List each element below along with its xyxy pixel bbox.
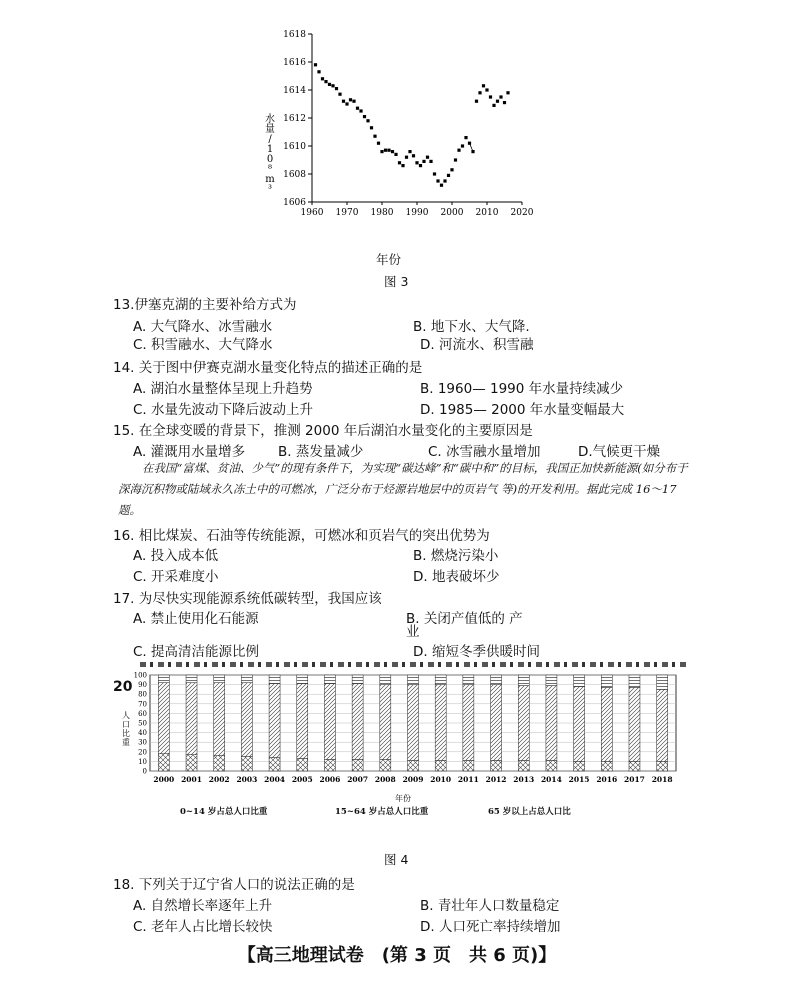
figure4-bar-age-65-plus xyxy=(324,675,335,684)
q14-option-d[interactable]: D. 1985— 2000 年水量变幅最大 xyxy=(420,402,625,418)
figure4-caption: 图 4 xyxy=(384,852,409,867)
figure4-bar-age-15-64 xyxy=(574,687,585,762)
figure3-y-tick-label: 1614 xyxy=(283,86,306,96)
figure4-x-tick-label: 2011 xyxy=(457,775,479,784)
figure4-bar-age-15-64 xyxy=(324,684,335,760)
figure4-bar-age-15-64 xyxy=(297,684,308,759)
figure4-y-tick-label: 40 xyxy=(138,729,147,738)
figure4-x-tick-label: 2002 xyxy=(208,775,230,784)
figure3-data-point xyxy=(443,179,446,182)
figure3-data-point xyxy=(345,102,348,105)
figure3-data-point xyxy=(499,95,502,98)
figure4-bar-age-65-plus xyxy=(435,675,446,685)
figure4-bar-age-15-64 xyxy=(629,687,640,761)
figure3-data-point xyxy=(401,164,404,167)
figure4-x-tick-label: 2016 xyxy=(596,775,618,784)
q18-option-a[interactable]: A. 自然增长率逐年上升 xyxy=(133,898,273,914)
figure3-data-point xyxy=(405,156,408,159)
q17-option-c[interactable]: C. 提高清洁能源比例 xyxy=(133,644,260,660)
figure3-x-tick-label: 2010 xyxy=(475,208,499,218)
figure3-data-point xyxy=(391,150,394,153)
question-16-stem: 16. 相比煤炭、石油等传统能源，可燃冰和页岩气的突出优势为 xyxy=(113,528,490,544)
figure4-bar-age-65-plus xyxy=(214,675,225,683)
figure3-data-point xyxy=(335,87,338,90)
figure4-bar-age-15-64 xyxy=(186,683,197,755)
figure4-bar-age-65-plus xyxy=(574,675,585,687)
figure3-data-point xyxy=(331,84,334,87)
figure3-data-point xyxy=(468,142,471,145)
figure3-data-point xyxy=(363,115,366,118)
figure4-bar-age-65-plus xyxy=(601,675,612,687)
figure4-legend-working: 15~64 岁占总人口比重 xyxy=(335,807,429,817)
figure4-bar-age-0-14 xyxy=(158,754,169,771)
q13-option-a[interactable]: A. 大气降水、冰雪融水 xyxy=(133,319,273,335)
figure4-bar-age-0-14 xyxy=(186,755,197,771)
figure4-ylabel: 人口比重 xyxy=(122,711,130,747)
figure4-bar-age-0-14 xyxy=(463,760,474,771)
figure4-legend-young: 0~14 岁占总人口比重 xyxy=(180,807,268,817)
figure3-data-point xyxy=(373,135,376,138)
figure4-x-tick-label: 2009 xyxy=(402,775,424,784)
figure3-data-point xyxy=(436,179,439,182)
figure4-bar-age-15-64 xyxy=(269,684,280,758)
figure3-x-tick-label: 1990 xyxy=(405,208,429,218)
figure3-ylabel: 水量/ 1 0 ⁸ m ³ xyxy=(265,114,275,195)
figure3-data-point xyxy=(412,154,415,157)
figure3-data-point xyxy=(387,149,390,152)
q18-option-b[interactable]: B. 青壮年人口数量稳定 xyxy=(420,898,560,914)
q13-option-d[interactable]: D. 河流水、积雪融 xyxy=(420,337,534,353)
figure4-bar-age-65-plus xyxy=(629,675,640,687)
q16-option-a[interactable]: A. 投入成本低 xyxy=(133,548,219,564)
figure4-bar-age-15-64 xyxy=(380,685,391,760)
q16-option-d[interactable]: D. 地表破坏少 xyxy=(413,569,500,585)
figure4-bar-age-15-64 xyxy=(241,683,252,757)
figure3-data-point xyxy=(503,101,506,104)
figure4-x-tick-label: 2007 xyxy=(347,775,369,784)
figure4-bar-age-15-64 xyxy=(352,684,363,760)
figure3-data-point xyxy=(366,119,369,122)
figure4-bar-age-65-plus xyxy=(408,675,419,685)
q15-option-b[interactable]: B. 蒸发量减少 xyxy=(278,444,364,460)
figure3-data-point xyxy=(492,104,495,107)
question-13-stem: 13.伊塞克湖的主要补给方式为 xyxy=(113,297,297,313)
figure4-bar-age-0-14 xyxy=(241,757,252,771)
figure3-data-point xyxy=(419,164,422,167)
figure3-data-point xyxy=(471,150,474,153)
figure3-chart xyxy=(250,22,550,222)
figure3-data-point xyxy=(384,149,387,152)
q13-option-c[interactable]: C. 积雪融水、大气降水 xyxy=(133,337,273,353)
q17-option-d[interactable]: D. 缩短冬季供暖时间 xyxy=(413,644,540,660)
figure4-bar-age-65-plus xyxy=(158,675,169,683)
figure4-bar-age-0-14 xyxy=(214,756,225,771)
figure4-bar-age-15-64 xyxy=(546,686,557,761)
figure4-xlabel: 年份 xyxy=(395,794,411,803)
figure3-y-tick-label: 1606 xyxy=(283,198,306,208)
figure3-data-point xyxy=(433,172,436,175)
figure3-x-tick-label: 1970 xyxy=(335,208,359,218)
figure4-y-tick-label: 0 xyxy=(142,767,147,776)
figure4-bar-age-15-64 xyxy=(463,685,474,761)
reading-passage: 在我国“富煤、贫油、少气”的现有条件下，为实现“碳达峰”和“碳中和”的目标，我国正加快新能源(如分布于深海沉积物或陆域永久冻土中的可燃冰，广泛分布于烃源岩地层中的页岩气 等)的开发利用。据此完成 16～17 题。 xyxy=(118,461,688,517)
q13-option-b[interactable]: B. 地下水、大气降. xyxy=(413,319,530,335)
figure3-y-tick-label: 1608 xyxy=(283,170,306,180)
figure3-data-point xyxy=(380,150,383,153)
figure3-y-tick-label: 1610 xyxy=(283,142,306,152)
cut-question-number: 20 xyxy=(113,679,133,695)
figure3-data-point xyxy=(475,100,478,103)
figure3-x-tick-label: 1980 xyxy=(370,208,394,218)
question-14-stem: 14. 关于图中伊赛克湖水量变化特点的描述正确的是 xyxy=(113,360,423,376)
figure4-x-tick-label: 2012 xyxy=(485,775,507,784)
figure4-x-tick-label: 2006 xyxy=(319,775,341,784)
figure3-data-point xyxy=(450,168,453,171)
figure4-bar-age-0-14 xyxy=(352,759,363,771)
obscured-text-strip xyxy=(140,662,690,667)
figure4-bar-age-65-plus xyxy=(657,675,668,689)
figure4-bar-age-65-plus xyxy=(352,675,363,684)
figure3-data-point xyxy=(496,100,499,103)
figure4-bar-age-15-64 xyxy=(601,687,612,761)
figure4-bar-age-15-64 xyxy=(657,689,668,761)
q15-option-c[interactable]: C. 冰雪融水量增加 xyxy=(428,444,541,460)
figure4-bar-age-65-plus xyxy=(518,675,529,686)
figure4-bar-age-65-plus xyxy=(269,675,280,684)
figure4-bar-age-65-plus xyxy=(463,675,474,685)
figure3-y-tick-label: 1616 xyxy=(283,58,306,68)
figure3-data-point xyxy=(440,184,443,187)
figure3-data-point xyxy=(398,161,401,164)
q18-option-d[interactable]: D. 人口死亡率持续增加 xyxy=(420,919,561,935)
figure4-bar-age-65-plus xyxy=(491,675,502,685)
figure3-xlabel: 年份 xyxy=(376,252,402,267)
figure3-data-point xyxy=(454,158,457,161)
figure4-y-tick-label: 70 xyxy=(138,700,147,709)
q17-option-a[interactable]: A. 禁止使用化石能源 xyxy=(133,611,259,627)
figure3-data-point xyxy=(429,160,432,163)
figure3-data-point xyxy=(394,153,397,156)
figure4-x-tick-label: 2018 xyxy=(651,775,673,784)
figure4-x-tick-label: 2004 xyxy=(264,775,286,784)
figure3-data-point xyxy=(349,98,352,101)
figure3-data-point xyxy=(338,93,341,96)
figure4-bar-age-15-64 xyxy=(408,685,419,761)
figure4-bar-age-0-14 xyxy=(269,758,280,771)
figure4-x-tick-label: 2015 xyxy=(568,775,590,784)
figure3-data-point xyxy=(359,109,362,112)
question-17-stem: 17. 为尽快实现能源系统低碳转型，我国应该 xyxy=(113,591,382,607)
q18-option-c[interactable]: C. 老年人占比增长较快 xyxy=(133,919,273,935)
figure4-bar-age-15-64 xyxy=(491,685,502,761)
figure3-data-point xyxy=(464,136,467,139)
figure4-bar-age-0-14 xyxy=(601,761,612,771)
figure4-y-tick-label: 10 xyxy=(138,757,147,766)
figure3-data-point xyxy=(324,80,327,83)
figure3-data-point xyxy=(352,100,355,103)
figure3-data-point xyxy=(506,91,509,94)
figure4-bar-age-0-14 xyxy=(435,760,446,771)
page-footer: 【高三地理试卷 (第 3 页 共 6 页)】 xyxy=(237,945,557,966)
figure4-bar-age-65-plus xyxy=(546,675,557,686)
figure4-bar-age-0-14 xyxy=(574,761,585,771)
figure3-data-point xyxy=(447,174,450,177)
figure3-y-tick-label: 1612 xyxy=(283,114,306,124)
figure3-data-point xyxy=(317,70,320,73)
q15-option-d[interactable]: D.气候更干燥 xyxy=(578,444,661,460)
figure3-data-point xyxy=(461,144,464,147)
figure4-x-tick-label: 2005 xyxy=(291,775,313,784)
q16-option-b[interactable]: B. 燃烧污染小 xyxy=(413,548,499,564)
figure4-bar-age-0-14 xyxy=(380,759,391,771)
figure3-data-point xyxy=(342,100,345,103)
q16-option-c[interactable]: C. 开采难度小 xyxy=(133,569,219,585)
figure4-bar-age-0-14 xyxy=(324,759,335,771)
figure4-bar-age-0-14 xyxy=(491,760,502,771)
figure3-data-point xyxy=(485,88,488,91)
q14-option-b[interactable]: B. 1960— 1990 年水量持续减少 xyxy=(420,381,624,397)
figure4-bar-age-65-plus xyxy=(241,675,252,683)
question-18-stem: 18. 下列关于辽宁省人口的说法正确的是 xyxy=(113,877,355,893)
figure3-data-point xyxy=(457,149,460,152)
figure3-x-tick-label: 2020 xyxy=(510,208,534,218)
figure4-y-tick-label: 20 xyxy=(138,748,147,757)
figure4-y-tick-label: 60 xyxy=(138,709,147,718)
figure3-data-point xyxy=(408,150,411,153)
figure3-data-point xyxy=(377,142,380,145)
figure4-bar-age-15-64 xyxy=(214,683,225,756)
figure3-data-point xyxy=(321,77,324,80)
figure4-y-tick-label: 80 xyxy=(138,690,147,699)
q14-option-c[interactable]: C. 水量先波动下降后波动上升 xyxy=(133,402,314,418)
figure4-x-tick-label: 2010 xyxy=(430,775,452,784)
figure4-y-tick-label: 30 xyxy=(138,738,147,747)
figure3-data-point xyxy=(314,63,317,66)
figure3-caption: 图 3 xyxy=(384,274,409,289)
figure4-bar-age-0-14 xyxy=(657,761,668,771)
figure4-bar-age-0-14 xyxy=(408,760,419,771)
figure3-data-point xyxy=(426,156,429,159)
figure3-data-point xyxy=(489,95,492,98)
figure3-data-point xyxy=(478,91,481,94)
figure4-y-tick-label: 50 xyxy=(138,719,147,728)
figure4-bar-age-15-64 xyxy=(518,686,529,761)
figure4-bar-age-15-64 xyxy=(158,683,169,754)
figure4-bar-age-0-14 xyxy=(518,760,529,771)
figure3-data-point xyxy=(422,160,425,163)
q17-option-b-wrap: 业 xyxy=(406,624,420,640)
question-15-stem: 15. 在全球变暖的背景下，推测 2000 年后湖泊水量变化的主要原因是 xyxy=(113,423,533,439)
figure4-x-tick-label: 2014 xyxy=(540,775,562,784)
figure3-data-point xyxy=(370,126,373,129)
figure4-y-tick-label: 100 xyxy=(133,671,147,680)
figure4-x-tick-label: 2003 xyxy=(236,775,258,784)
figure4-y-tick-label: 90 xyxy=(138,681,147,690)
figure4-bar-age-15-64 xyxy=(435,685,446,761)
figure4-bar-age-0-14 xyxy=(297,759,308,771)
figure3-data-point xyxy=(415,161,418,164)
figure3-data-point xyxy=(482,84,485,87)
q15-option-a[interactable]: A. 灌溉用水量增多 xyxy=(133,444,246,460)
figure4-x-tick-label: 2008 xyxy=(374,775,396,784)
figure4-x-tick-label: 2013 xyxy=(513,775,535,784)
figure4-bar-age-65-plus xyxy=(186,675,197,683)
figure3-x-tick-label: 2000 xyxy=(440,208,464,218)
figure3-x-tick-label: 1960 xyxy=(300,208,324,218)
figure4-legend-elderly: 65 岁以上占总人口比 xyxy=(488,807,571,817)
figure3-y-tick-label: 1618 xyxy=(283,30,306,40)
figure3-data-point xyxy=(356,107,359,110)
figure4-bar-age-65-plus xyxy=(297,675,308,684)
figure4-bar-age-0-14 xyxy=(629,761,640,771)
q17-option-b[interactable]: B. 关闭产值低的 产 xyxy=(406,611,523,627)
figure4-x-tick-label: 2001 xyxy=(181,775,202,784)
q14-option-a[interactable]: A. 湖泊水量整体呈现上升趋势 xyxy=(133,381,313,397)
figure4-bar-age-65-plus xyxy=(380,675,391,685)
figure3-data-point xyxy=(328,83,331,86)
figure4-x-tick-label: 2000 xyxy=(153,775,175,784)
figure4-bar-age-0-14 xyxy=(546,760,557,771)
figure4-x-tick-label: 2017 xyxy=(624,775,645,784)
figure4-chart xyxy=(108,670,698,820)
